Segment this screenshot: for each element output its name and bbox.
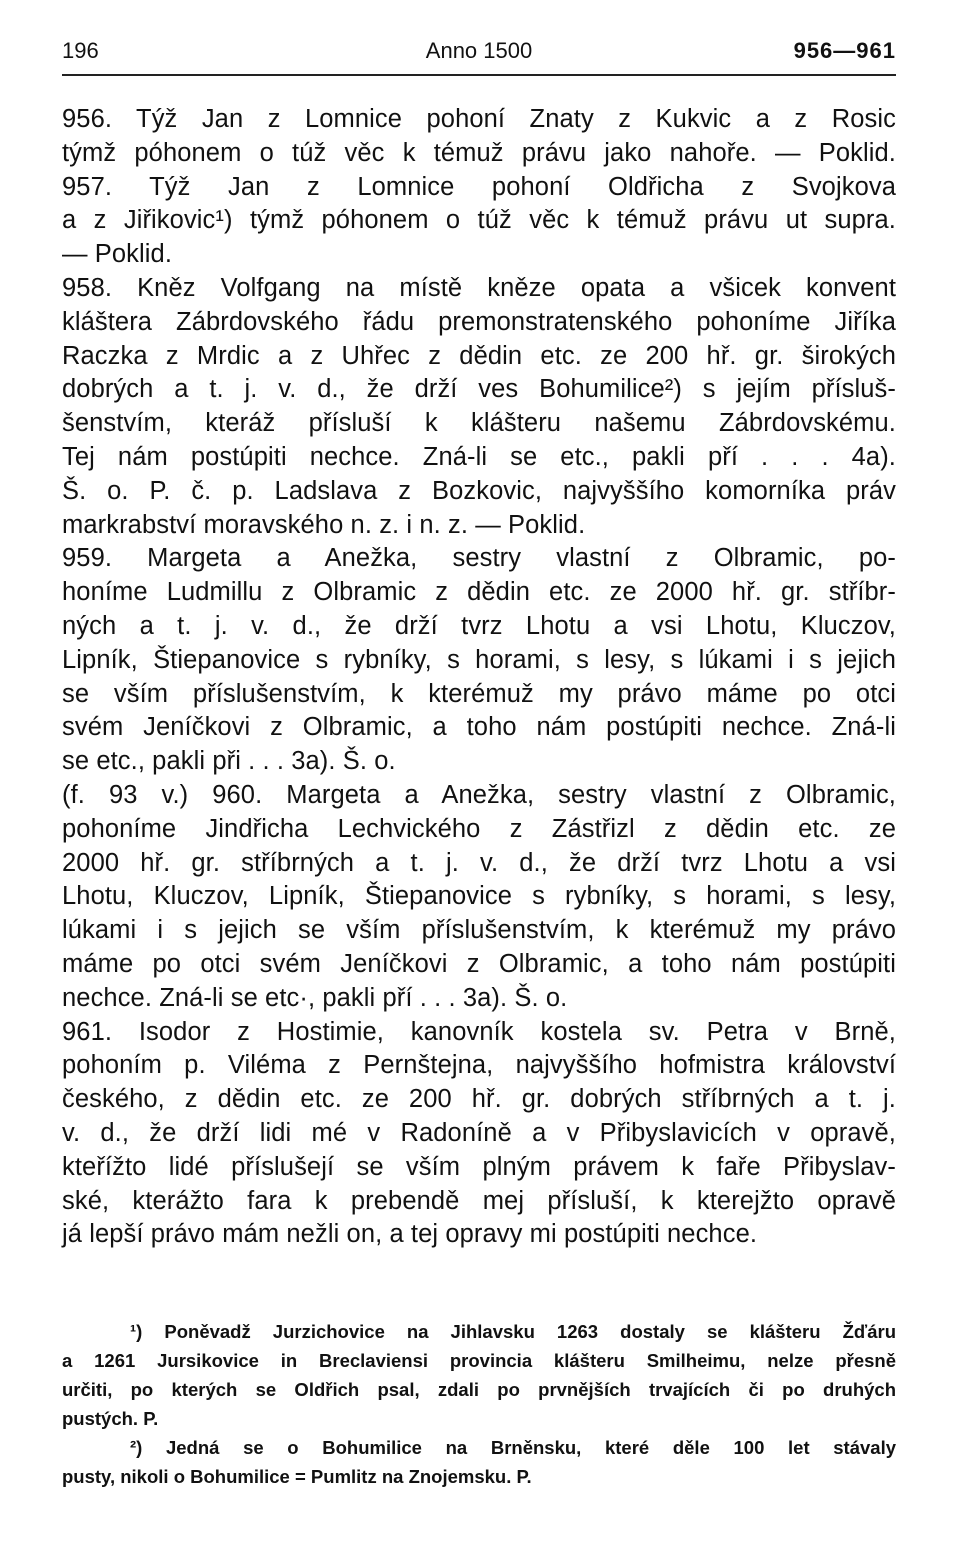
header-rule [62,74,896,76]
text-line: a z Jiřikovic¹) týmž póhonem o túž věc k témuž právu ut supra. [62,206,896,235]
text-line: 957. Týž Jan z Lomnice pohoní Oldřicha z Svojkova [62,172,896,201]
text-line: ské, kterážto fara k prebendě mej přísluší, k kterejžto opravě [62,1186,896,1215]
page-year: Anno 1500 [425,38,533,63]
text-line: kláštera Zábrdovského řádu premonstratenského pohoníme Jiříka [62,307,896,336]
text-line: 956. Týž Jan z Lomnice pohoní Znaty z Kukvic a z Rosic [62,105,896,133]
text-line: v. d., že drží lidi mé v Radoníně a v Přibyslavicích v opravě, [62,1118,896,1147]
text-line: Lhotu, Kluczov, Lipník, Štiepanovice s rybníky, s horami, s lesy, [62,882,896,911]
text-line: 2000 hř. gr. stříbrných a t. j. v. d., že drží tvrz Lhotu a vsi [62,848,896,877]
text-line: Raczka z Mrdic a z Uhřec z dědin etc. ze 200 hř. gr. širokých [62,341,896,370]
footnotes [62,1317,896,1491]
footnote-line: a 1261 Jursikovice in Breclaviensi provincia klášteru Smilheimu, nelze přesně [62,1350,896,1371]
text-line: já lepší právo mám nežli on, a tej opravy mi postúpiti nechce. [62,1220,758,1249]
text-line: pohoníme Jindřicha Lechvického z Zástřizl z dědin etc. ze [62,814,896,843]
text-line: se vším příslušenstvím, k kterémuž my právo máme po otci [62,679,896,708]
text-line: Š. o. P. č. p. Ladslava z Bozkovic, najvyššího komorníka práv [62,476,896,505]
text-line: 959. Margeta a Anežka, sestry vlastní z Olbramic, po- [62,544,896,573]
text-line: kteřížto lidé příslušejí se vším plným právem k faře Přibyslav- [62,1152,896,1181]
text-line: ných a t. j. v. d., že drží tvrz Lhotu a vsi Lhotu, Kluczov, [62,611,896,640]
main-text [62,103,896,1252]
text-line: svém Jeníčkovi z Olbramic, a toho nám postúpiti nechce. Zná-li [62,713,896,742]
footnote-line: určiti, po kterých se Oldřich psal, zdali po prvnějších trvajících či po druhých [62,1379,896,1400]
text-line: — Poklid. [62,240,173,269]
text-line: 958. Kněz Volfgang na místě kněze opata a všicek konvent [62,273,896,302]
footnote-line: ²) Jedná se o Bohumilice na Brněnsku, které děle 100 let stávaly [130,1437,896,1458]
footnote-line: pustých. P. [62,1408,159,1429]
text-line: Tej nám postúpiti nechce. Zná-li se etc., pakli pří . . . 4a). [62,442,896,471]
entry-range: 956—961 [793,38,896,63]
page-header [62,38,896,68]
text-line: nechce. Zná-li se etc·, pakli pří . . . 3a). Š. o. [62,983,568,1012]
text-line: dobrých a t. j. v. d., že drží ves Bohumilice²) s jejím přísluš- [62,375,896,404]
text-line: honíme Ludmillu z Olbramic z dědin etc. ze 2000 hř. gr. stříbr- [62,578,896,607]
text-line: týmž póhonem o túž věc k témuž právu jako nahoře. — Poklid. [62,138,896,167]
footnote-line: pusty, nikoli o Bohumilice = Pumlitz na Znojemsku. P. [62,1466,532,1487]
text-line: 961. Isodor z Hostimie, kanovník kostela sv. Petra v Brně, [62,1017,896,1046]
text-line: pohoním p. Viléma z Pernštejna, najvyššího hofmistra království [62,1051,896,1080]
text-line: máme po otci svém Jeníčkovi z Olbramic, a toho nám postúpiti [62,949,896,978]
text-line: šenstvím, kteráž přísluší k klášteru našemu Zábrdovskému. [62,409,896,438]
text-line: lúkami i s jejich se vším příslušenstvím, k kterémuž my právo [62,916,896,945]
footnote-line: ¹) Poněvadž Jurzichovice na Jihlavsku 1263 dostaly se klášteru Žďáru [130,1321,896,1342]
text-line: (f. 93 v.) 960. Margeta a Anežka, sestry vlastní z Olbramic, [62,780,896,809]
text-line: Lipník, Štiepanovice s rybníky, s horami, s lesy, s lúkami i s jejich [62,645,896,674]
text-line: markrabství moravského n. z. i n. z. — Poklid. [62,510,586,539]
text-line: českého, z dědin etc. ze 200 hř. gr. dobrých stříbrných a t. j. [62,1085,896,1114]
text-line: se etc., pakli při . . . 3a). Š. o. [62,747,396,776]
page-number: 196 [62,38,99,63]
